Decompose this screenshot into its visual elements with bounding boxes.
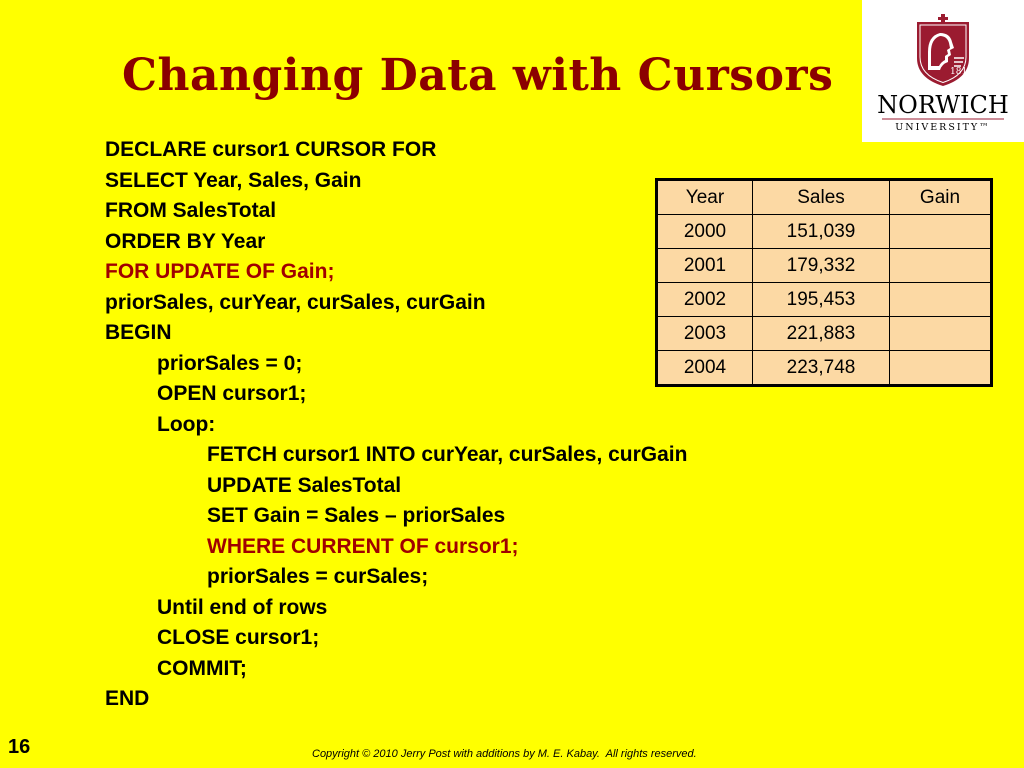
cell-year: 2003 bbox=[657, 317, 753, 351]
norwich-university-logo bbox=[862, 0, 1024, 142]
seal-year-label: 1819 bbox=[950, 67, 973, 77]
sql-code-block bbox=[105, 135, 687, 715]
table-row bbox=[657, 317, 992, 351]
code-line: FOR UPDATE OF Gain; bbox=[105, 260, 335, 283]
cell-year: 2001 bbox=[657, 249, 753, 283]
cell-gain bbox=[890, 249, 992, 283]
table-row bbox=[657, 351, 992, 386]
copyright-notice: Copyright © 2010 Jerry Post with additions by M. E. Kabay. All rights reserved. bbox=[312, 748, 697, 760]
sales-table bbox=[655, 178, 993, 387]
code-line: BEGIN bbox=[105, 321, 172, 344]
table-row bbox=[657, 215, 992, 249]
cell-gain bbox=[890, 317, 992, 351]
cell-sales: 221,883 bbox=[753, 317, 890, 351]
cell-year: 2000 bbox=[657, 215, 753, 249]
code-line: priorSales = curSales; bbox=[207, 565, 429, 588]
logo-subtitle: UNIVERSITY™ bbox=[895, 122, 991, 133]
code-line: DECLARE cursor1 CURSOR FOR bbox=[105, 138, 437, 161]
code-line: FROM SalesTotal bbox=[105, 199, 277, 222]
cell-sales: 151,039 bbox=[753, 215, 890, 249]
code-line: SET Gain = Sales – priorSales bbox=[207, 504, 506, 527]
code-line: priorSales, curYear, curSales, curGain bbox=[105, 290, 486, 314]
code-line: Until end of rows bbox=[157, 595, 328, 619]
code-line: CLOSE cursor1; bbox=[157, 626, 320, 649]
table-row bbox=[657, 249, 992, 283]
logo-name: NORWICH bbox=[877, 91, 1009, 119]
university-seal-icon bbox=[862, 0, 1024, 142]
code-line: Loop: bbox=[157, 412, 216, 436]
code-line: SELECT Year, Sales, Gain bbox=[105, 168, 362, 192]
code-line: COMMIT; bbox=[157, 656, 247, 680]
code-line: END bbox=[105, 687, 150, 710]
code-line: priorSales = 0; bbox=[157, 351, 303, 375]
code-line: ORDER BY Year bbox=[105, 229, 266, 253]
cell-sales: 179,332 bbox=[753, 249, 890, 283]
code-line: OPEN cursor1; bbox=[157, 382, 307, 405]
cell-sales: 223,748 bbox=[753, 351, 890, 386]
cell-sales: 195,453 bbox=[753, 283, 890, 317]
table-row bbox=[657, 283, 992, 317]
code-line: FETCH cursor1 INTO curYear, curSales, curGain bbox=[207, 443, 688, 466]
cell-year: 2004 bbox=[657, 351, 753, 386]
cell-gain bbox=[890, 215, 992, 249]
cell-gain bbox=[890, 283, 992, 317]
cell-year: 2002 bbox=[657, 283, 753, 317]
slide-title: Changing Data with Cursors bbox=[122, 50, 834, 101]
column-header-gain: Gain bbox=[890, 180, 992, 215]
table-header-row bbox=[657, 180, 992, 215]
cell-gain bbox=[890, 351, 992, 386]
code-line: WHERE CURRENT OF cursor1; bbox=[207, 534, 519, 558]
column-header-year: Year bbox=[657, 180, 753, 215]
code-line: UPDATE SalesTotal bbox=[207, 473, 402, 497]
page-number: 16 bbox=[8, 736, 31, 758]
column-header-sales: Sales bbox=[753, 180, 890, 215]
